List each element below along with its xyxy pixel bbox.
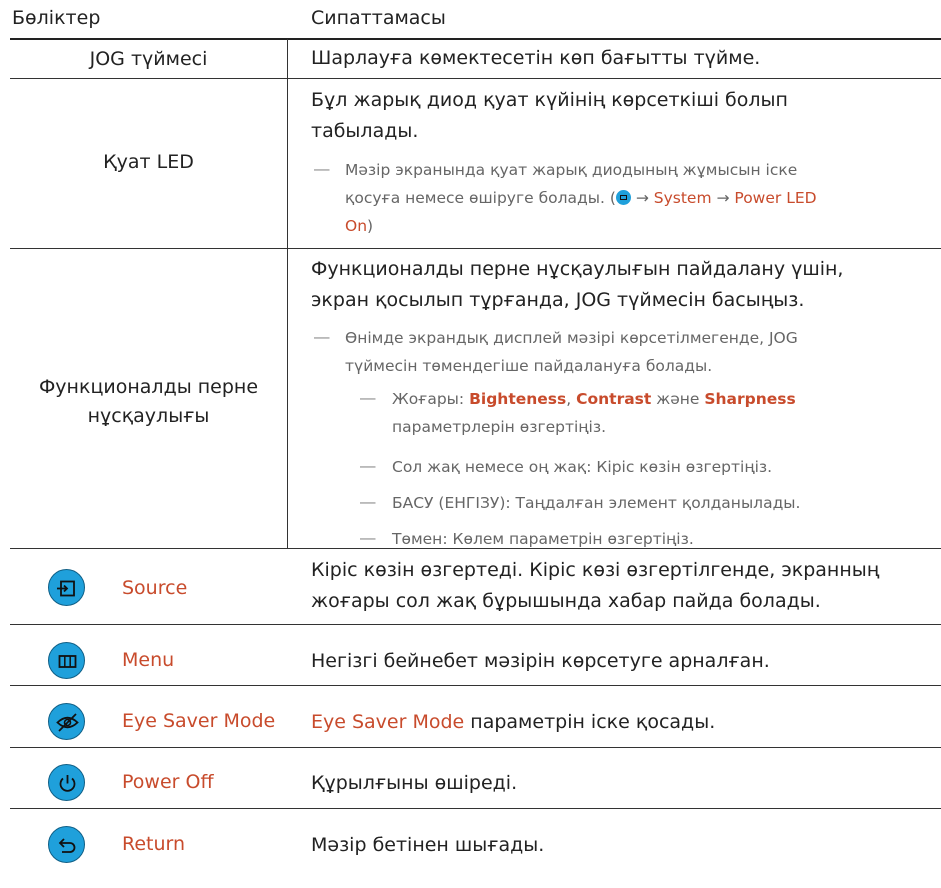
sub-up-line2: параметрлерін өзгертіңіз. (392, 418, 607, 436)
row-divider (10, 624, 941, 625)
part-func-line1: Функционалды перне (38, 376, 259, 398)
desc-jog: Шарлауға көмектесетін көп бағытты түйме. (311, 47, 761, 69)
desc-eye-saver (311, 707, 715, 738)
row-divider (10, 248, 941, 249)
arrow: → (711, 189, 735, 207)
row-divider (10, 808, 941, 809)
sharpness-link: Sharpness (704, 390, 796, 408)
part-func-line2: нұсқаулығы (87, 405, 210, 427)
sub-up-label: Жоғары: (392, 390, 470, 408)
system-link: System (653, 189, 712, 207)
desc-led-line1: Бұл жарық диод қуат күйінің көрсеткіші болып (311, 89, 788, 111)
desc-return: Мәзір бетінен шығады. (311, 834, 545, 856)
note-func-line1: Өнімде экрандық дисплей мәзірі көрсетілмегенде, JOG (345, 329, 798, 347)
menu-icon (616, 190, 631, 205)
and-text: және (651, 390, 705, 408)
source-label: Source (122, 577, 188, 599)
row-divider (10, 548, 941, 549)
part-led: Қуат LED (103, 151, 194, 173)
sub-dash: ― (360, 389, 376, 407)
part-jog: JOG түймесі (89, 48, 208, 70)
header-description: Сипаттамасы (311, 7, 446, 29)
row-divider (10, 685, 941, 686)
note-led-line2 (345, 184, 817, 212)
note-led-line3 (345, 212, 373, 240)
row-divider (10, 78, 941, 79)
header-parts: Бөліктер (12, 7, 101, 29)
sub-dash: ― (360, 457, 376, 475)
desc-source-line2: жоғары сол жақ бұрышында хабар пайда болады. (311, 590, 821, 612)
contrast-link: Contrast (576, 390, 652, 408)
note-led-line1: Мәзір экранында қуат жарық диодының жұмысын іске (345, 161, 798, 179)
sub-press: БАСУ (ЕНГІЗУ): Таңдалған элемент қолданылады. (392, 494, 801, 512)
comma: , (566, 390, 577, 408)
eye-saver-desc: параметрін іске қосады. (464, 711, 716, 733)
menu-icon (48, 642, 85, 679)
note-close: ) (367, 217, 374, 235)
desc-menu: Негізгі бейнебет мәзірін көрсетуге арналған. (311, 650, 770, 672)
power-off-label: Power Off (122, 771, 214, 793)
note-led-text: қосуға немесе өшіруге болады. ( (345, 189, 616, 207)
menu-label: Menu (122, 649, 175, 671)
note-dash: ― (314, 160, 330, 178)
desc-power-off: Құрылғыны өшіреді. (311, 772, 518, 794)
power-led-link: Power LED (734, 189, 817, 207)
desc-source-line1: Кіріс көзін өзгертеді. Кіріс көзі өзгертілгенде, экранның (311, 559, 880, 581)
header-divider (10, 38, 941, 40)
eye-saver-link: Eye Saver Mode (311, 711, 465, 733)
return-icon (48, 826, 85, 863)
brightness-link: Bighteness (469, 390, 567, 408)
power-icon (48, 764, 85, 801)
on-link: On (345, 217, 368, 235)
desc-func-line1: Функционалды перне нұсқаулығын пайдалану үшін, (311, 258, 844, 280)
eye-saver-label: Eye Saver Mode (122, 710, 276, 732)
sub-left-right: Сол жақ немесе оң жақ: Кіріс көзін өзгертіңіз. (392, 458, 773, 476)
return-label: Return (122, 833, 186, 855)
column-divider (287, 39, 288, 548)
note-dash: ― (314, 328, 330, 346)
sub-dash: ― (360, 493, 376, 511)
arrow: → (630, 189, 654, 207)
eye-saver-icon (48, 703, 85, 740)
sub-dash: ― (360, 529, 376, 547)
source-icon (48, 569, 85, 606)
sub-up-line1 (392, 385, 796, 413)
desc-func-line2: экран қосылып тұрғанда, JOG түймесін басыңыз. (311, 289, 805, 311)
desc-led-line2: табылады. (311, 120, 419, 142)
row-divider (10, 747, 941, 748)
sub-down: Төмен: Көлем параметрін өзгертіңіз. (392, 530, 694, 548)
note-func-line2: түймесін төмендегіше пайдалануға болады. (345, 357, 713, 375)
